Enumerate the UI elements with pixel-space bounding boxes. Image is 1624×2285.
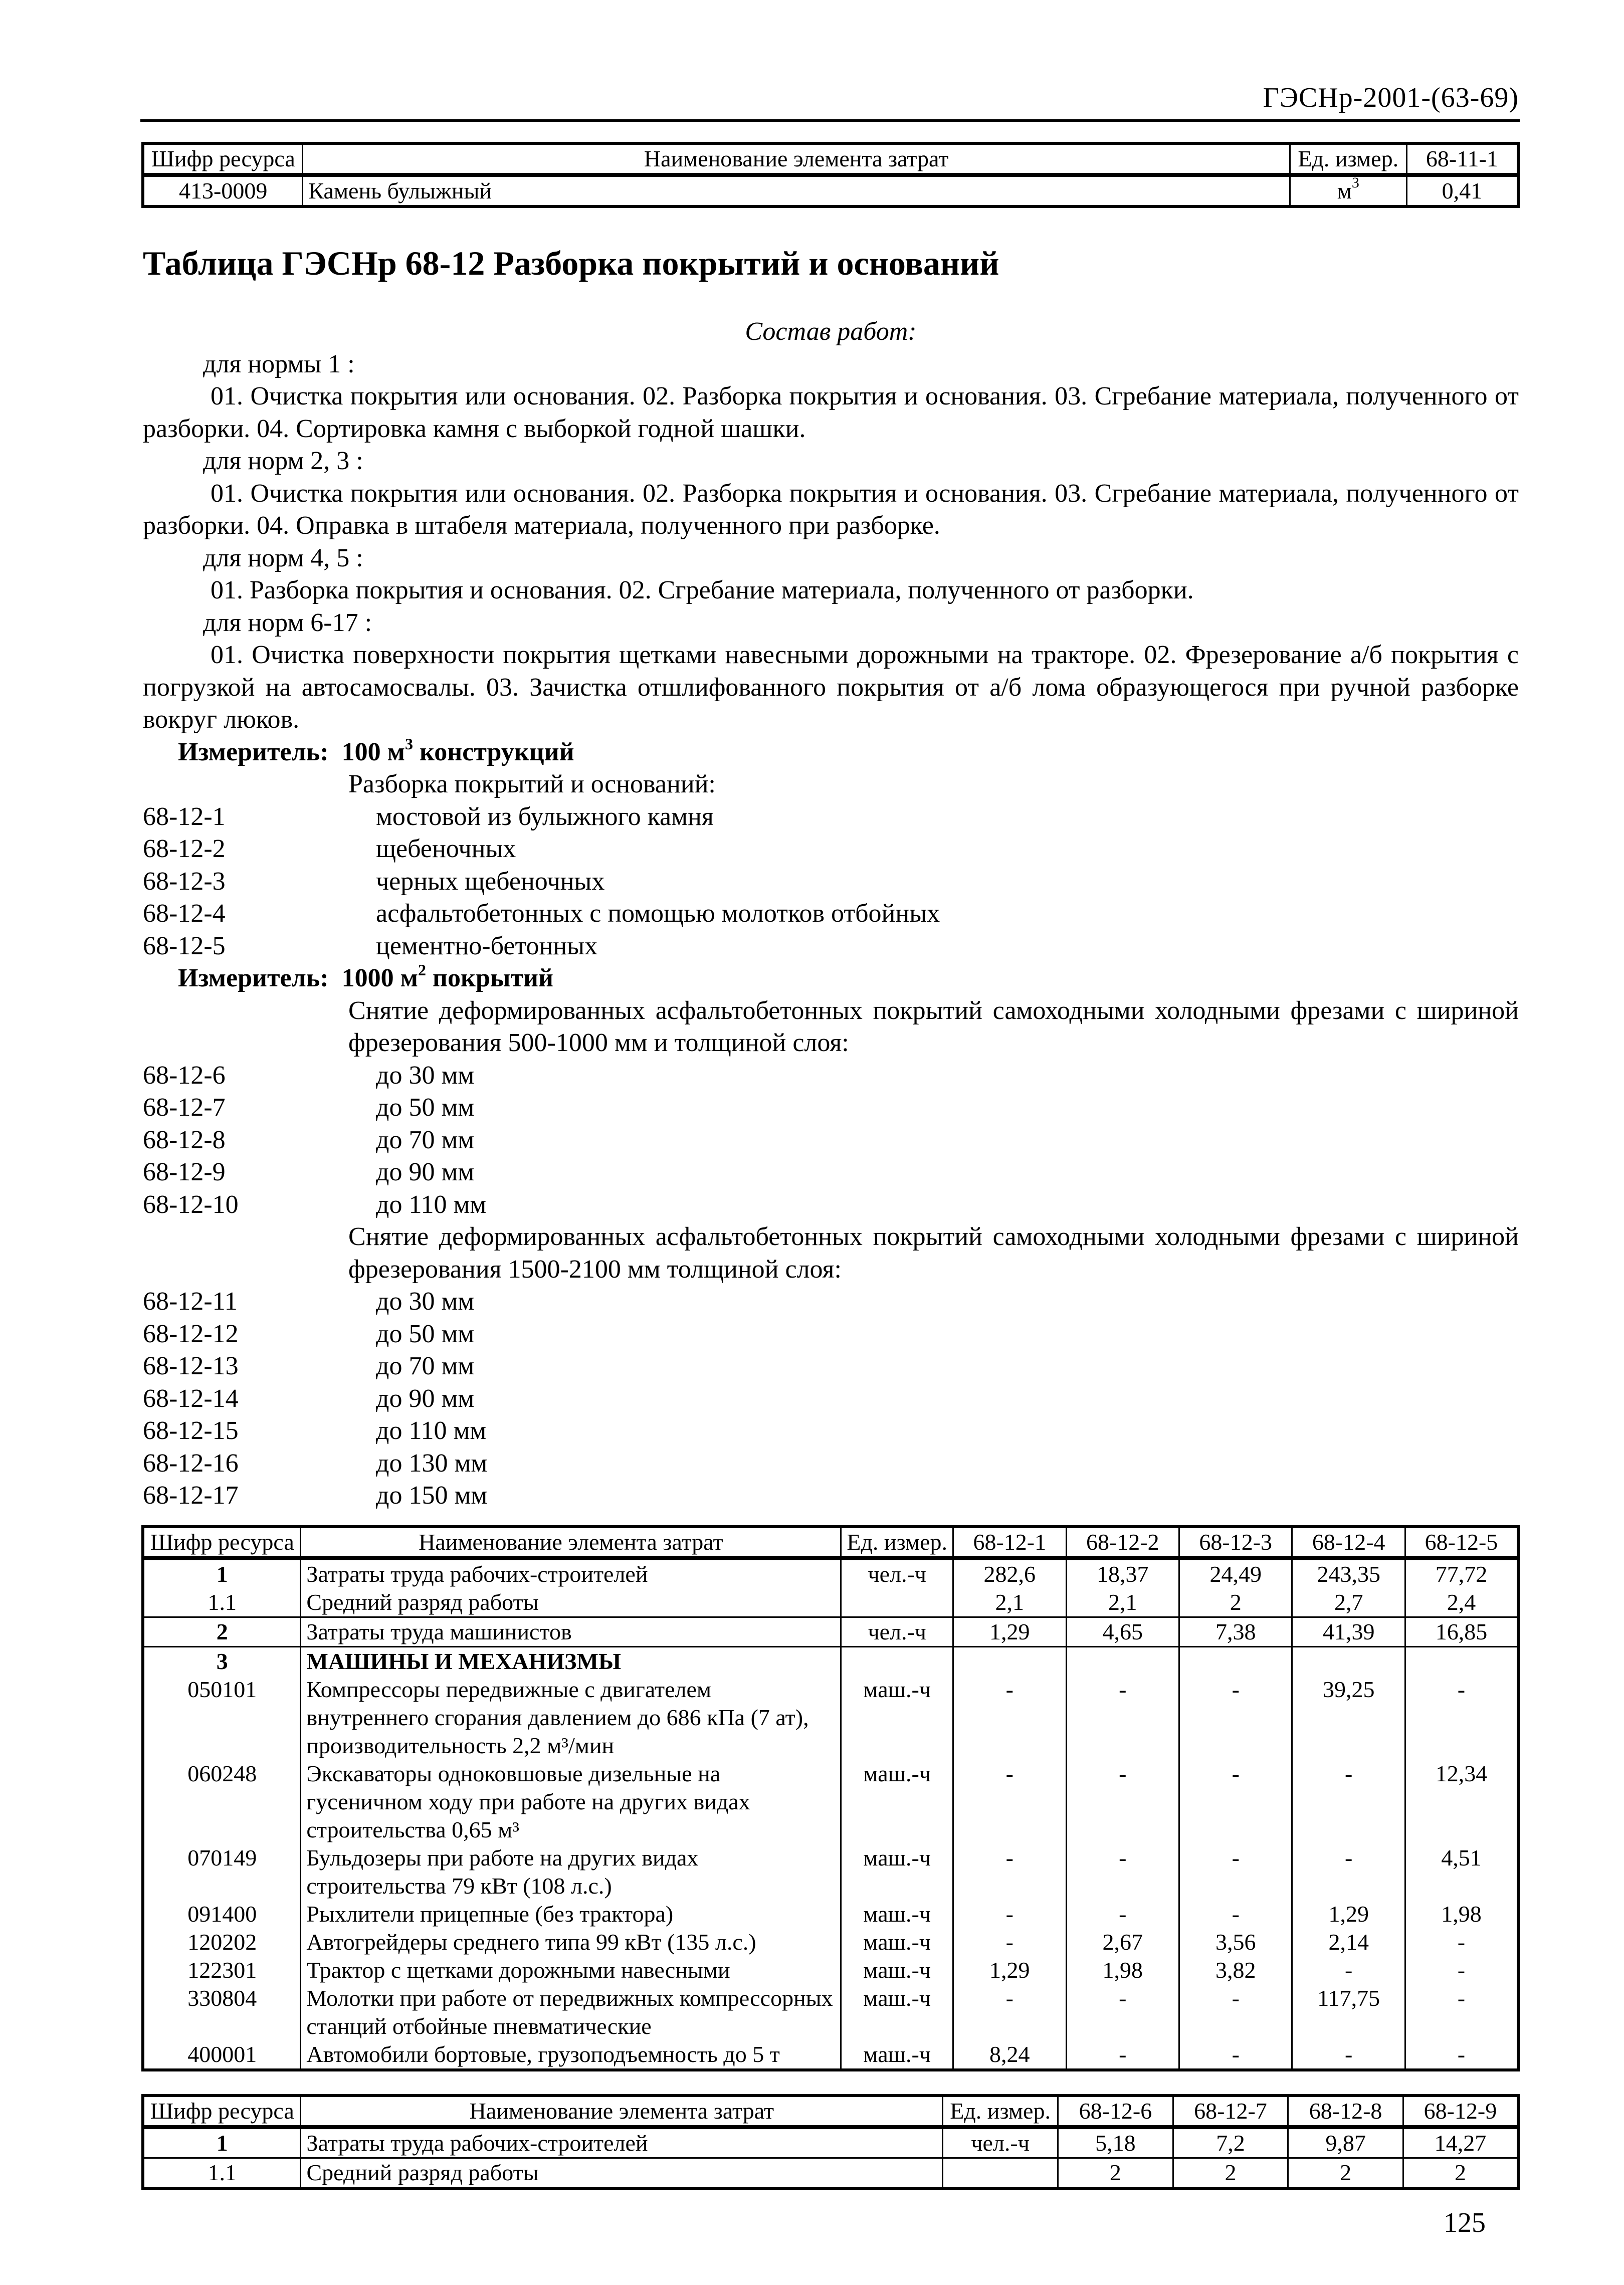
resource-code: 1.1: [143, 2158, 301, 2189]
norm-description: щебеночных: [376, 835, 516, 863]
bottom-resource-table: [141, 2094, 1520, 2190]
table-row: [143, 1900, 1518, 1928]
meter-label: Измеритель:: [178, 737, 329, 766]
norm-group-intro: Снятие деформированных асфальтобетонных покрытий самоходными холодными фрезами с шириной фрезерования 1500-2100 мм толщиной слоя:: [348, 1222, 1519, 1284]
work-group-label: для норм 2, 3 :: [203, 447, 363, 475]
value-cell: [1405, 1647, 1518, 1676]
column-header: Шифр ресурса: [143, 143, 303, 175]
table-header-row: [143, 143, 1518, 175]
header-rule: [140, 119, 1520, 122]
value-cell: -: [1179, 1984, 1292, 2040]
value-cell: 0,41: [1406, 175, 1518, 206]
table-row: [143, 1617, 1518, 1647]
value-cell: -: [1066, 1984, 1179, 2040]
norm-group-intro: Разборка покрытий и оснований:: [348, 770, 716, 798]
unit-base: м: [1337, 178, 1352, 203]
norm-item: [143, 1092, 1519, 1124]
resource-name: Бульдозеры при работе на других видах строительства 79 кВт (108 л.с.): [301, 1844, 841, 1900]
norm-item: [143, 833, 1519, 866]
norm-item: [143, 1318, 1519, 1351]
table-row: [143, 2040, 1518, 2070]
resource-code: 400001: [143, 2040, 301, 2070]
norm-code: 68-12-5: [143, 931, 226, 960]
value-cell: -: [1405, 1928, 1518, 1956]
value-cell: -: [1179, 2040, 1292, 2070]
work-group-text: 01. Очистка покрытия или основания. 02. Разборка покрытия и основания. 03. Сгребание материала, полученного от разборки. 04. Оправка в штабеля материала, полученного при разборке.: [143, 479, 1519, 540]
norm-item: [143, 801, 1519, 834]
norm-code: 68-12-9: [143, 1158, 226, 1186]
column-header: Наименование элемента затрат: [303, 143, 1290, 175]
norm-description: до 110 мм: [376, 1190, 487, 1219]
column-header: Наименование элемента затрат: [301, 2096, 943, 2127]
column-header: Шифр ресурса: [143, 1527, 301, 1558]
value-cell: 41,39: [1292, 1617, 1405, 1647]
resource-code: 050101: [143, 1676, 301, 1760]
resource-code: 1: [143, 1558, 301, 1588]
value-cell: 18,37: [1066, 1558, 1179, 1588]
value-cell: 1,29: [1292, 1900, 1405, 1928]
running-header: ГЭСНр-2001-(63-69): [1263, 82, 1519, 113]
meter-exponent: 3: [405, 734, 414, 753]
value-cell: 1,29: [953, 1617, 1066, 1647]
value-cell: -: [1179, 1844, 1292, 1900]
value-cell: 2,1: [953, 1588, 1066, 1617]
norm-description: мостовой из булыжного камня: [376, 802, 714, 831]
table-row: [143, 2127, 1518, 2158]
norm-code: 68-12-1: [143, 802, 226, 831]
work-group-label: для норм 4, 5 :: [203, 543, 363, 572]
norm-code: 68-12-2: [143, 835, 226, 863]
value-cell: 12,34: [1405, 1760, 1518, 1844]
norm-list: [143, 1286, 1519, 1512]
norm-item: [143, 930, 1519, 963]
norm-item: [143, 1447, 1519, 1480]
resource-code: 091400: [143, 1900, 301, 1928]
value-cell: 2,7: [1292, 1588, 1405, 1617]
table-row: [143, 1928, 1518, 1956]
resource-name: Средний разряд работы: [301, 1588, 841, 1617]
norm-code: 68-12-16: [143, 1448, 239, 1478]
value-cell: -: [953, 1984, 1066, 2040]
resource-name: Компрессоры передвижные с двигателем внутреннего сгорания давлением до 686 кПа (7 ат), производительность 2,2 м³/мин: [301, 1676, 841, 1760]
value-cell: 8,24: [953, 2040, 1066, 2070]
value-cell: -: [1066, 2040, 1179, 2070]
top-resource-table: [141, 142, 1520, 208]
norm-item: [143, 1350, 1519, 1383]
meter-label: Измеритель:: [178, 964, 329, 992]
value-cell: 7,38: [1179, 1617, 1292, 1647]
unit-cell: чел.-ч: [943, 2127, 1058, 2158]
work-group-text: 01. Очистка поверхности покрытия щетками навесными дорожными на тракторе. 02. Фрезерование а/б покрытия с погрузкой на автосамосвалы. 03. Зачистка отшлифованного покрытия от а/б лома образующегося при ручной разборке вокруг люков.: [143, 641, 1519, 734]
value-cell: 3,56: [1179, 1928, 1292, 1956]
value-cell: -: [953, 1760, 1066, 1844]
column-header: 68-12-5: [1405, 1527, 1518, 1558]
column-header: 68-12-7: [1173, 2096, 1288, 2127]
table-header-row: [143, 1527, 1518, 1558]
value-cell: 1,29: [953, 1956, 1066, 1984]
value-cell: 2: [1173, 2158, 1288, 2189]
value-cell: -: [1292, 1956, 1405, 1984]
norm-list: [143, 1060, 1519, 1221]
column-header: 68-12-4: [1292, 1527, 1405, 1558]
value-cell: 16,85: [1405, 1617, 1518, 1647]
table-row: [143, 1558, 1518, 1588]
unit-cell: маш.-ч: [841, 1900, 953, 1928]
value-cell: [1066, 1647, 1179, 1676]
norm-item: [143, 1156, 1519, 1189]
norm-item: [143, 1383, 1519, 1415]
column-header: 68-12-3: [1179, 1527, 1292, 1558]
value-cell: 4,51: [1405, 1844, 1518, 1900]
value-cell: 5,18: [1058, 2127, 1173, 2158]
value-cell: -: [1292, 1844, 1405, 1900]
unit-cell: [841, 1647, 953, 1676]
column-header: Ед. измер.: [841, 1527, 953, 1558]
value-cell: -: [1179, 1760, 1292, 1844]
value-cell: 14,27: [1403, 2127, 1518, 2158]
resource-name: Затраты труда рабочих-строителей: [301, 2127, 943, 2158]
value-cell: 2,14: [1292, 1928, 1405, 1956]
value-cell: 3,82: [1179, 1956, 1292, 1984]
column-header: 68-12-8: [1288, 2096, 1403, 2127]
unit-exponent: 3: [1351, 174, 1359, 191]
table-row: [143, 1844, 1518, 1900]
resource-name: Затраты труда рабочих-строителей: [301, 1558, 841, 1588]
meter-suffix: конструкций: [413, 737, 574, 766]
norm-item: [143, 898, 1519, 930]
work-composition: [143, 316, 1519, 1512]
norm-code: 68-12-12: [143, 1319, 239, 1348]
meter-line: [143, 962, 1519, 995]
value-cell: -: [1066, 1844, 1179, 1900]
norm-description: до 110 мм: [376, 1416, 487, 1445]
norm-description: до 30 мм: [376, 1061, 475, 1090]
work-group-text: 01. Очистка покрытия или основания. 02. Разборка покрытия и основания. 03. Сгребание материала, полученного от разборки. 04. Сортировка камня с выборкой годной шашки.: [143, 382, 1519, 443]
column-header: 68-11-1: [1406, 143, 1518, 175]
unit-cell: маш.-ч: [841, 2040, 953, 2070]
value-cell: 9,87: [1288, 2127, 1403, 2158]
norm-description: цементно-бетонных: [376, 931, 598, 960]
resource-name: Средний разряд работы: [301, 2158, 943, 2189]
norm-code: 68-12-3: [143, 867, 226, 896]
resource-code: 2: [143, 1617, 301, 1647]
value-cell: 282,6: [953, 1558, 1066, 1588]
value-cell: -: [953, 1844, 1066, 1900]
resource-code: 413-0009: [143, 175, 303, 206]
resource-name: Молотки при работе от передвижных компрессорных станций отбойные пневматические: [301, 1984, 841, 2040]
value-cell: -: [1066, 1900, 1179, 1928]
work-group-label: для нормы 1 :: [203, 349, 355, 378]
resource-code: 070149: [143, 1844, 301, 1900]
meter-line: [143, 736, 1519, 769]
norm-code: 68-12-14: [143, 1384, 239, 1413]
value-cell: 2: [1403, 2158, 1518, 2189]
unit-cell: [943, 2158, 1058, 2189]
resource-name: Автогрейдеры среднего типа 99 кВт (135 л.с.): [301, 1928, 841, 1956]
column-header: 68-12-1: [953, 1527, 1066, 1558]
work-composition-label: Состав работ:: [745, 317, 917, 346]
norm-description: до 130 мм: [376, 1448, 488, 1478]
norm-description: до 30 мм: [376, 1287, 475, 1316]
value-cell: [1179, 1647, 1292, 1676]
column-header: Ед. измер.: [1290, 143, 1406, 175]
value-cell: -: [953, 1676, 1066, 1760]
norm-code: 68-12-8: [143, 1125, 226, 1154]
value-cell: 24,49: [1179, 1558, 1292, 1588]
value-cell: -: [1405, 2040, 1518, 2070]
value-cell: [1292, 1647, 1405, 1676]
unit-cell: маш.-ч: [841, 1844, 953, 1900]
unit-cell: маш.-ч: [841, 1984, 953, 2040]
value-cell: 117,75: [1292, 1984, 1405, 2040]
column-header: Ед. измер.: [943, 2096, 1058, 2127]
meter-value: 100 м: [341, 737, 405, 766]
unit-cell: [1290, 175, 1406, 206]
value-cell: 2,1: [1066, 1588, 1179, 1617]
resource-code: 1.1: [143, 1588, 301, 1617]
norm-list: [143, 801, 1519, 963]
norm-code: 68-12-17: [143, 1481, 239, 1510]
resource-name: Экскаваторы одноковшовые дизельные на гусеничном ходу при работе на других видах строительства 0,65 м³: [301, 1760, 841, 1844]
value-cell: [953, 1647, 1066, 1676]
resource-code: 120202: [143, 1928, 301, 1956]
value-cell: 1,98: [1405, 1900, 1518, 1928]
unit-cell: чел.-ч: [841, 1558, 953, 1588]
value-cell: 2,67: [1066, 1928, 1179, 1956]
value-cell: 243,35: [1292, 1558, 1405, 1588]
norm-code: 68-12-11: [143, 1287, 238, 1316]
norm-description: до 70 мм: [376, 1352, 475, 1380]
value-cell: -: [1292, 2040, 1405, 2070]
norm-code: 68-12-6: [143, 1061, 226, 1090]
column-header: 68-12-9: [1403, 2096, 1518, 2127]
table-row: [143, 1588, 1518, 1617]
value-cell: 2: [1288, 2158, 1403, 2189]
meter-value: 1000 м: [341, 964, 419, 992]
norm-item: [143, 1286, 1519, 1318]
table-row: [143, 1956, 1518, 1984]
page-number: 125: [1444, 2207, 1486, 2238]
resource-name: МАШИНЫ И МЕХАНИЗМЫ: [301, 1647, 841, 1676]
norm-code: 68-12-10: [143, 1190, 239, 1219]
value-cell: -: [1066, 1676, 1179, 1760]
norm-item: [143, 1060, 1519, 1092]
value-cell: 7,2: [1173, 2127, 1288, 2158]
value-cell: -: [1405, 1956, 1518, 1984]
work-group-text: 01. Разборка покрытия и основания. 02. Сгребание материала, полученного от разборки.: [211, 576, 1194, 604]
resource-code: 1: [143, 2127, 301, 2158]
unit-cell: маш.-ч: [841, 1676, 953, 1760]
value-cell: -: [953, 1900, 1066, 1928]
value-cell: 2: [1179, 1588, 1292, 1617]
value-cell: 2,4: [1405, 1588, 1518, 1617]
resource-name: Камень булыжный: [303, 175, 1290, 206]
resource-name: Трактор с щетками дорожными навесными: [301, 1956, 841, 1984]
column-header: Наименование элемента затрат: [301, 1527, 841, 1558]
norm-item: [143, 866, 1519, 898]
value-cell: 1,98: [1066, 1956, 1179, 1984]
unit-cell: маш.-ч: [841, 1956, 953, 1984]
column-header: 68-12-6: [1058, 2096, 1173, 2127]
value-cell: 4,65: [1066, 1617, 1179, 1647]
norm-description: до 50 мм: [376, 1319, 475, 1348]
meter-suffix: покрытий: [426, 964, 553, 992]
norm-code: 68-12-7: [143, 1093, 226, 1122]
table-row: [143, 1676, 1518, 1760]
unit-cell: маш.-ч: [841, 1928, 953, 1956]
value-cell: -: [953, 1928, 1066, 1956]
unit-cell: [841, 1588, 953, 1617]
norm-description: до 70 мм: [376, 1125, 475, 1154]
norm-code: 68-12-4: [143, 899, 226, 928]
resource-code: 330804: [143, 1984, 301, 2040]
value-cell: -: [1179, 1676, 1292, 1760]
main-resource-table: [141, 1525, 1520, 2071]
value-cell: 2: [1058, 2158, 1173, 2189]
value-cell: -: [1405, 1676, 1518, 1760]
table-row: [143, 2158, 1518, 2189]
norm-description: черных щебеночных: [376, 867, 605, 896]
value-cell: -: [1179, 1900, 1292, 1928]
table-row: [143, 175, 1518, 206]
norm-item: [143, 1415, 1519, 1447]
norm-description: до 90 мм: [376, 1384, 475, 1413]
value-cell: 39,25: [1292, 1676, 1405, 1760]
resource-name: Автомобили бортовые, грузоподъемность до 5 т: [301, 2040, 841, 2070]
column-header: 68-12-2: [1066, 1527, 1179, 1558]
table-row: [143, 1647, 1518, 1676]
unit-cell: чел.-ч: [841, 1617, 953, 1647]
work-group-label: для норм 6-17 :: [203, 608, 372, 637]
column-header: Шифр ресурса: [143, 2096, 301, 2127]
section-title: Таблица ГЭСНр 68-12 Разборка покрытий и оснований: [143, 244, 999, 282]
table-header-row: [143, 2096, 1518, 2127]
resource-code: 122301: [143, 1956, 301, 1984]
norm-code: 68-12-15: [143, 1416, 239, 1445]
norm-group-intro: Снятие деформированных асфальтобетонных покрытий самоходными холодными фрезами с шириной фрезерования 500-1000 мм и толщиной слоя:: [348, 996, 1519, 1057]
norm-item: [143, 1480, 1519, 1512]
norm-description: асфальтобетонных с помощью молотков отбойных: [376, 899, 940, 928]
unit-cell: маш.-ч: [841, 1760, 953, 1844]
value-cell: 77,72: [1405, 1558, 1518, 1588]
resource-code: 060248: [143, 1760, 301, 1844]
table-row: [143, 1984, 1518, 2040]
meter-exponent: 2: [418, 961, 427, 979]
norm-item: [143, 1124, 1519, 1157]
value-cell: -: [1066, 1760, 1179, 1844]
resource-name: Рыхлители прицепные (без трактора): [301, 1900, 841, 1928]
resource-code: 3: [143, 1647, 301, 1676]
value-cell: -: [1292, 1760, 1405, 1844]
table-row: [143, 1760, 1518, 1844]
value-cell: -: [1405, 1984, 1518, 2040]
resource-name: Затраты труда машинистов: [301, 1617, 841, 1647]
norm-description: до 150 мм: [376, 1481, 488, 1510]
norm-item: [143, 1189, 1519, 1221]
norm-description: до 50 мм: [376, 1093, 475, 1122]
norm-description: до 90 мм: [376, 1158, 475, 1186]
norm-code: 68-12-13: [143, 1352, 239, 1380]
